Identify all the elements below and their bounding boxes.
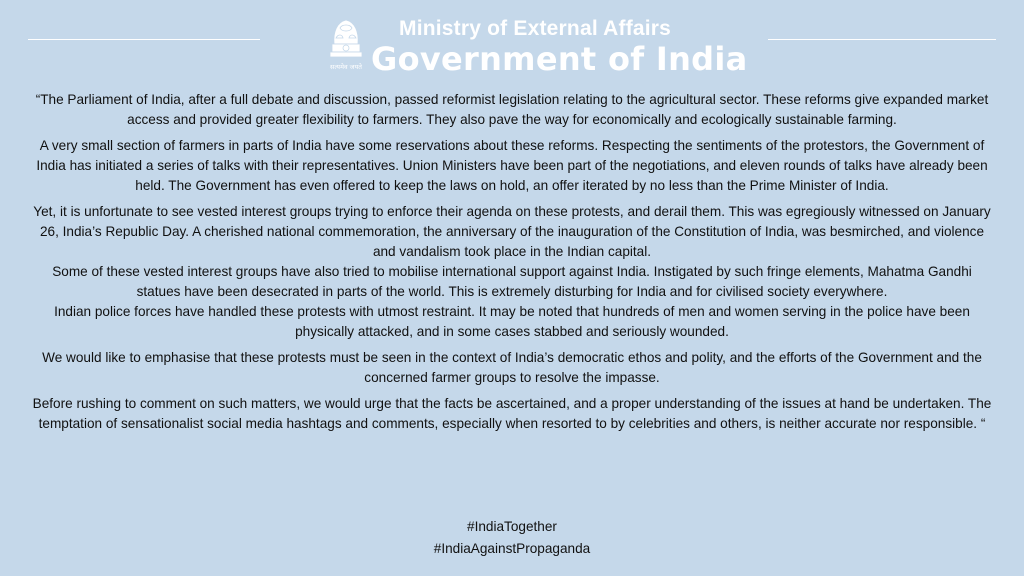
statement-body [30, 90, 994, 434]
statement-paragraph: Before rushing to comment on such matters, we would urge that the facts be ascertained, and a proper understanding of the issues at hand be undertaken. The temptation of sensationalist social media hashtags and comments, especially when resorted to by celebrities and others, is neither accurate nor responsible. “ [32, 396, 992, 431]
statement-paragraph: A very small section of farmers in parts of India have some reservations about these reforms. Respecting the sentiments of the protestors, the Government of India has initiated a series of talks with their representatives. Union Ministers have been part of the negotiations, and eleven rounds of talks have already been held. The Government has even offered to keep the laws on hold, an offer iterated by no less than the Prime Minister of India. [36, 138, 988, 193]
emblem-caption: सत्यमेव जयते [330, 63, 362, 71]
statement-paragraph: We would like to emphasise that these protests must be seen in the context of India’s democratic ethos and polity, and the efforts of the Government and the concerned farmer groups to resolve the impasse. [42, 350, 982, 385]
statement-paragraph: Indian police forces have handled these protests with utmost restraint. It may be noted that hundreds of men and women serving in the police have been physically attacked, and in some cases stabbed and seriously wounded. [54, 304, 970, 339]
hashtag: #IndiaAgainstPropaganda [433, 541, 591, 556]
government-title: Government of India [371, 40, 748, 78]
header-rule-right [768, 39, 996, 40]
ministry-title: Ministry of External Affairs [399, 17, 672, 40]
hashtag: #IndiaTogether [467, 519, 557, 534]
statement-paragraph: Some of these vested interest groups have also tried to mobilise international support against India. Instigated by such fringe elements, Mahatma Gandhi statues have been desecrated in parts of the world. This is extremely disturbing for India and for civilised society everywhere. [52, 264, 972, 299]
statement-paragraph: “The Parliament of India, after a full debate and discussion, passed reformist legislation relating to the agricultural sector. These reforms give expanded market access and provided greater flexibility to farmers. They also pave the way for economically and ecologically sustainable farming. [35, 92, 989, 127]
hashtags [0, 516, 1024, 560]
national-emblem-icon [326, 14, 366, 76]
header [0, 0, 1024, 86]
header-rule-left [28, 39, 260, 40]
statement-paragraph: Yet, it is unfortunate to see vested interest groups trying to enforce their agenda on these protests, and derail them. This was egregiously witnessed on January 26, India’s Republic Day. A cherished national commemoration, the anniversary of the inauguration of the Constitution of India, was besmirched, and violence and vandalism took place in the Indian capital. [33, 204, 991, 259]
